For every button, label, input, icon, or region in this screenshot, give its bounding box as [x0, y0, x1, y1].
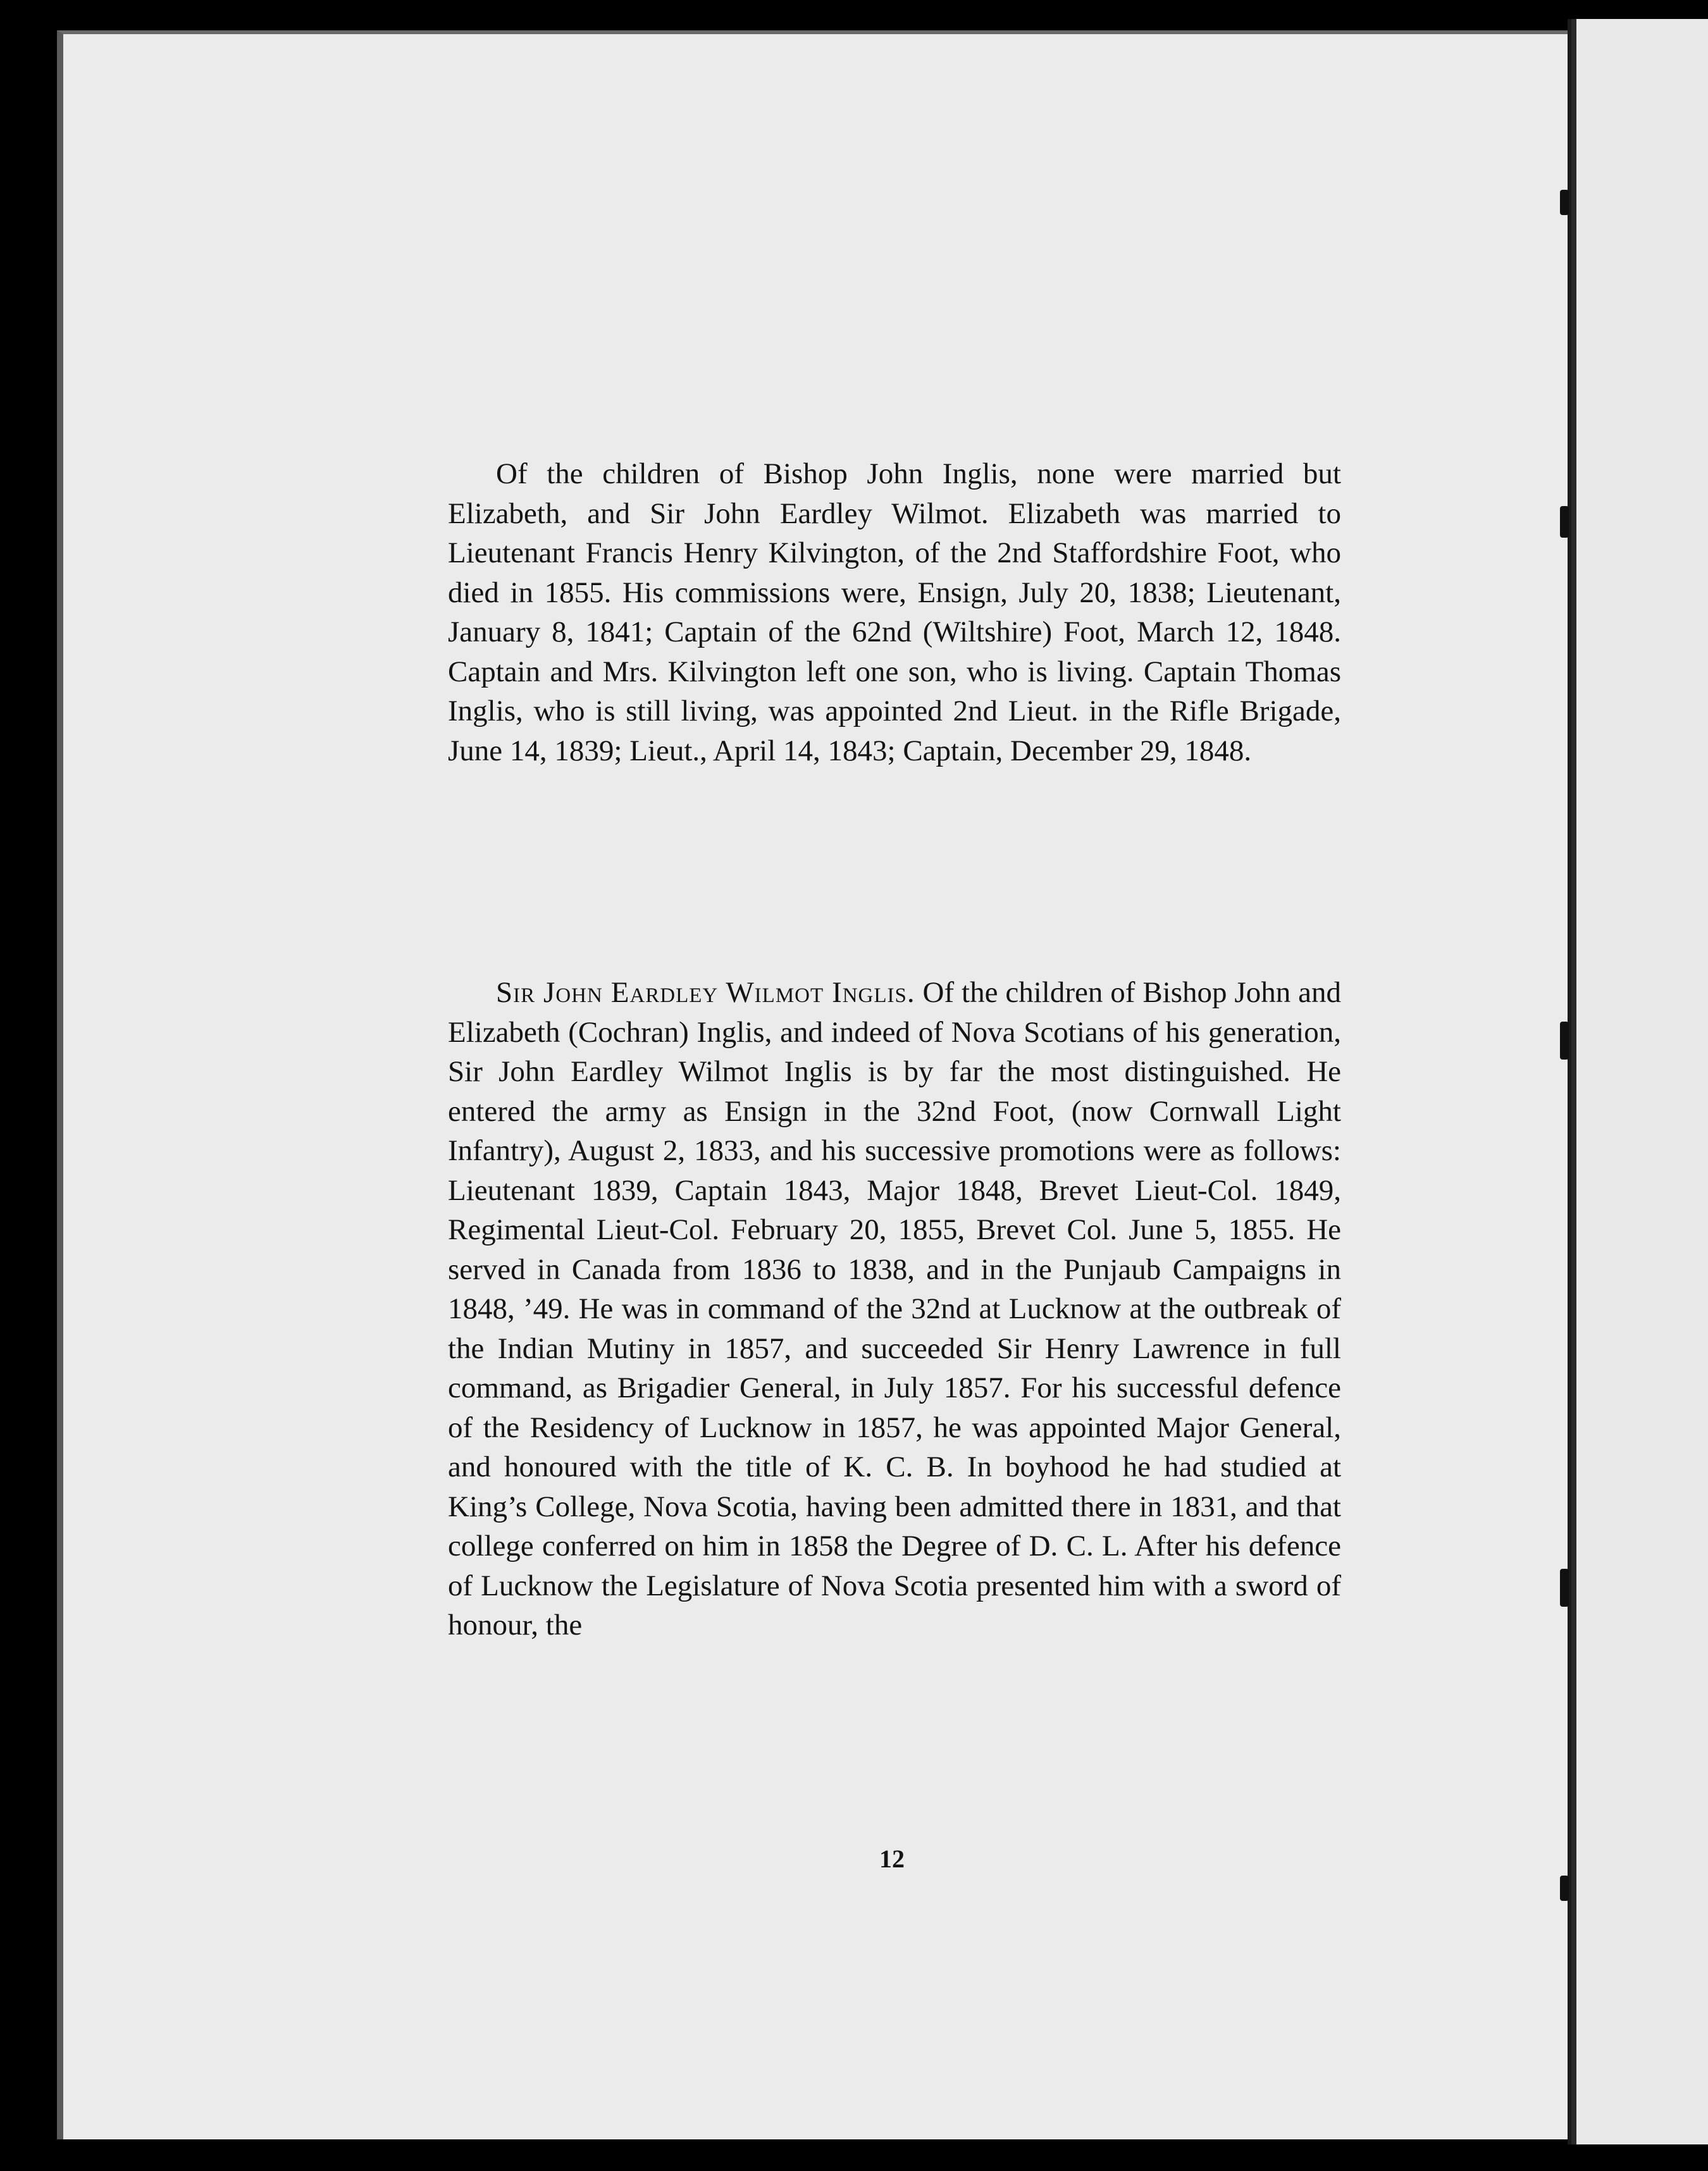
edge-mark — [1560, 506, 1569, 538]
paragraph-sir-john-inglis — [448, 973, 1341, 1645]
paragraph-heading: Sir John Eardley Wilmot Inglis. — [496, 976, 915, 1009]
edge-mark — [1560, 1876, 1569, 1901]
edge-mark — [1560, 1022, 1569, 1060]
facing-page-edge — [1568, 19, 1708, 2144]
paragraph-body: Of the children of Bishop John and Elizabeth (Cochran) Inglis, and indeed of Nova Scotians of his generation, Sir John Eardley Wilmot Inglis is by far the most distinguished. He entered the army as Ensign in the 32nd Foot, (now Cornwall Light Infantry), August 2, 1833, and his successive promotions were as follows: Lieutenant 1839, Captain 1843, Major 1848, Brevet Lieut-Col. 1849, Regimental Lieut-Col. February 20, 1855, Brevet Col. June 5, 1855. He served in Canada from 1836 to 1838, and in the Punjaub Campaigns in 1848, ’49. He was in command of the 32nd at Lucknow at the outbreak of the Indian Mutiny in 1857, and succeeded Sir Henry Lawrence in full command, as Brigadier General, in July 1857. For his successful defence of the Residency of Lucknow in 1857, he was appointed Major General, and honoured with the title of K. C. B. In boyhood he had studied at King’s College, Nova Scotia, having been admitted there in 1831, and that college conferred on him in 1858 the Degree of D. C. L. After his defence of Lucknow the Legislature of Nova Scotia presented him with a sword of honour, the — [448, 976, 1341, 1642]
paragraph-children-of-bishop — [448, 454, 1341, 770]
paragraph-text — [448, 973, 1341, 1645]
paragraph-text: Of the children of Bishop John Inglis, none were married but Elizabeth, and Sir John Eardley Wilmot. Elizabeth was married to Lieutenant Francis Henry Kilvington, of the 2nd Staffordshire Foot, who died in 1855. His commissions were, Ensign, July 20, 1838; Lieutenant, January 8, 1841; Captain of the 62nd (Wiltshire) Foot, March 12, 1848. Captain and Mrs. Kilvington left one son, who is living. Captain Thomas Inglis, who is still living, was appointed 2nd Lieut. in the Rifle Brigade, June 14, 1839; Lieut., April 14, 1843; Captain, December 29, 1848. — [448, 457, 1341, 767]
gutter-line — [1571, 19, 1576, 2144]
page-number: 12 — [879, 1845, 905, 1873]
edge-mark — [1560, 1569, 1569, 1607]
edge-mark — [1560, 190, 1569, 215]
